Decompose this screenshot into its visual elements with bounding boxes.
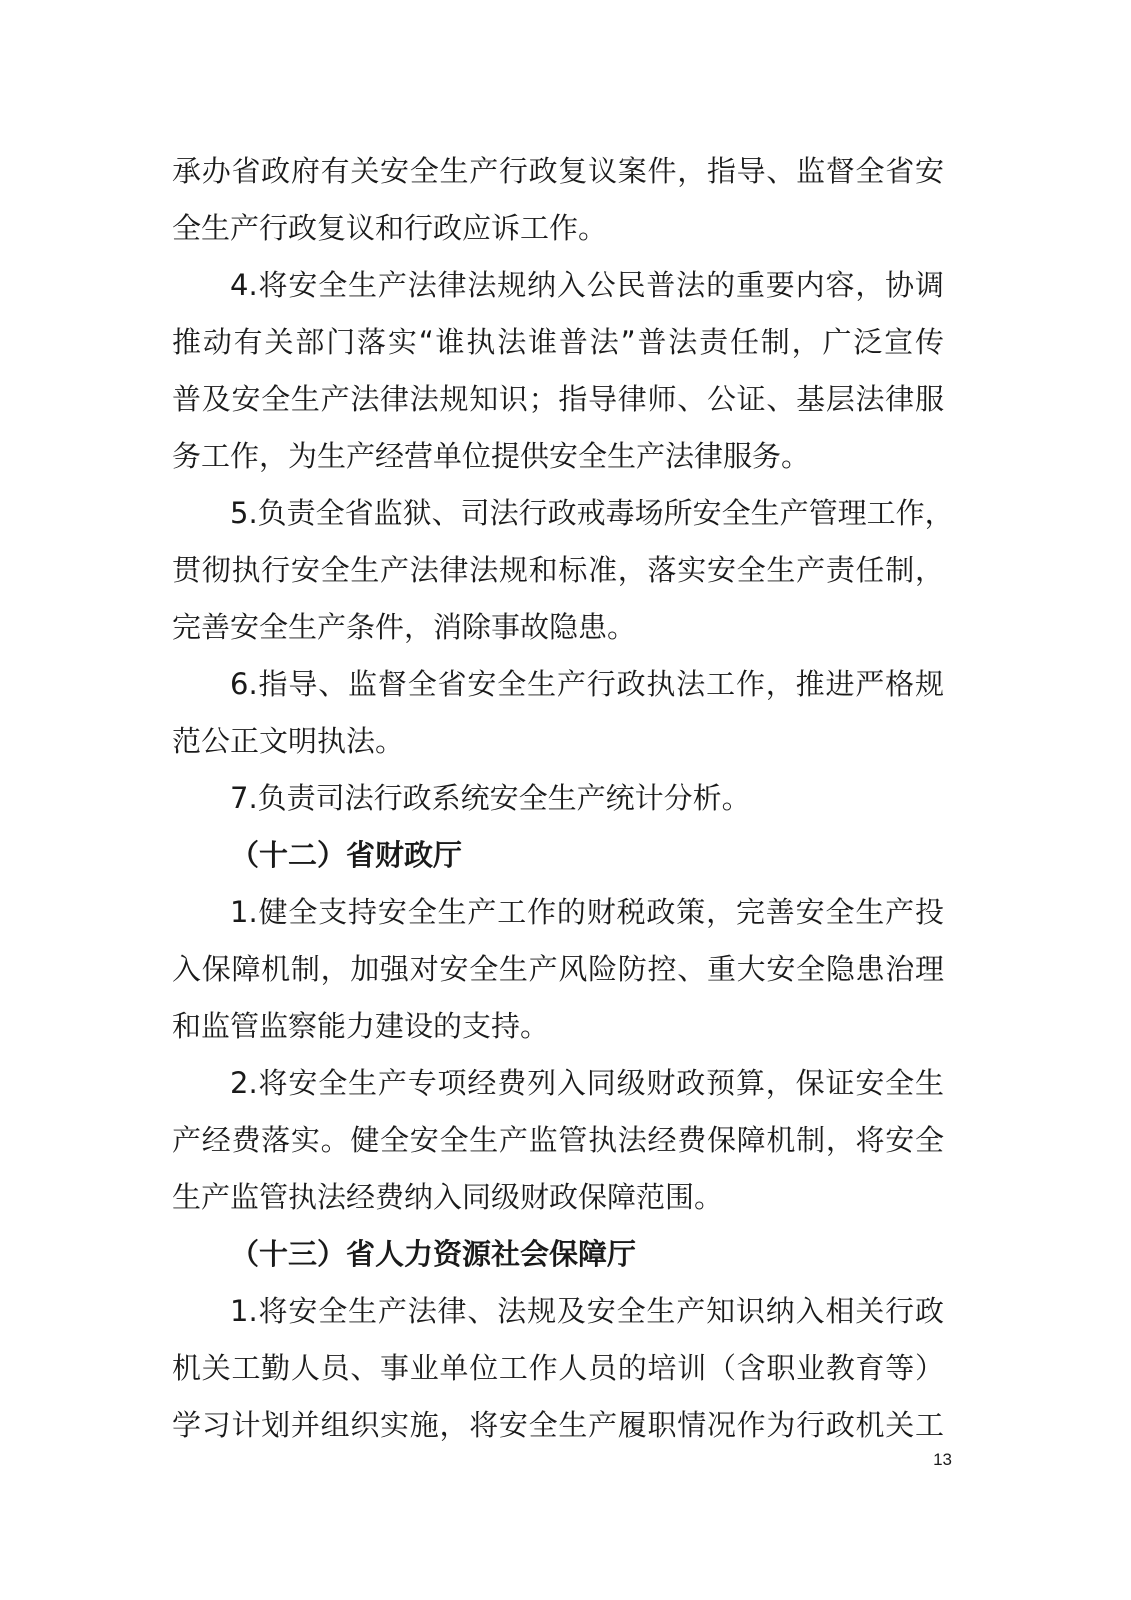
text-line: 务工作，为生产经营单位提供安全生产法律服务。 — [172, 439, 811, 473]
section-heading: （十三）省人力资源社会保障厅 — [230, 1237, 637, 1271]
text-line: 贯彻执行安全生产法律法规和标准，落实安全生产责任制， — [172, 553, 944, 587]
text-line: 普及安全生产法律法规知识；指导律师、公证、基层法律服 — [172, 382, 944, 416]
text-line: 生产监管执法经费纳入同级财政保障范围。 — [172, 1180, 724, 1214]
section-heading: （十二）省财政厅 — [230, 838, 463, 872]
text-line: 5.负责全省监狱、司法行政戒毒场所安全生产管理工作， — [230, 496, 954, 530]
text-line: 1.健全支持安全生产工作的财税政策，完善安全生产投 — [230, 895, 944, 929]
text-line: 承办省政府有关安全生产行政复议案件，指导、监督全省安 — [172, 154, 944, 188]
page-number: 13 — [933, 1450, 952, 1469]
text-line: 入保障机制，加强对安全生产风险防控、重大安全隐患治理 — [172, 952, 944, 986]
text-line: 4.将安全生产法律法规纳入公民普法的重要内容，协调 — [230, 268, 944, 302]
text-line: 全生产行政复议和行政应诉工作。 — [172, 211, 608, 245]
text-line: 和监管监察能力建设的支持。 — [172, 1009, 550, 1043]
text-line: 学习计划并组织实施，将安全生产履职情况作为行政机关工 — [172, 1408, 944, 1442]
text-line: 7.负责司法行政系统安全生产统计分析。 — [230, 781, 751, 815]
text-line: 范公正文明执法。 — [172, 724, 405, 758]
text-line: 机关工勤人员、事业单位工作人员的培训（含职业教育等） — [172, 1351, 944, 1385]
text-line: 6.指导、监督全省安全生产行政执法工作，推进严格规 — [230, 667, 944, 701]
text-line: 产经费落实。健全安全生产监管执法经费保障机制，将安全 — [172, 1123, 944, 1157]
text-line: 推动有关部门落实“谁执法谁普法”普法责任制，广泛宣传 — [172, 325, 944, 359]
text-line: 完善安全生产条件，消除事故隐患。 — [172, 610, 637, 644]
text-line: 1.将安全生产法律、法规及安全生产知识纳入相关行政 — [230, 1294, 944, 1328]
text-line: 2.将安全生产专项经费列入同级财政预算，保证安全生 — [230, 1066, 944, 1100]
document-body — [172, 143, 954, 1454]
